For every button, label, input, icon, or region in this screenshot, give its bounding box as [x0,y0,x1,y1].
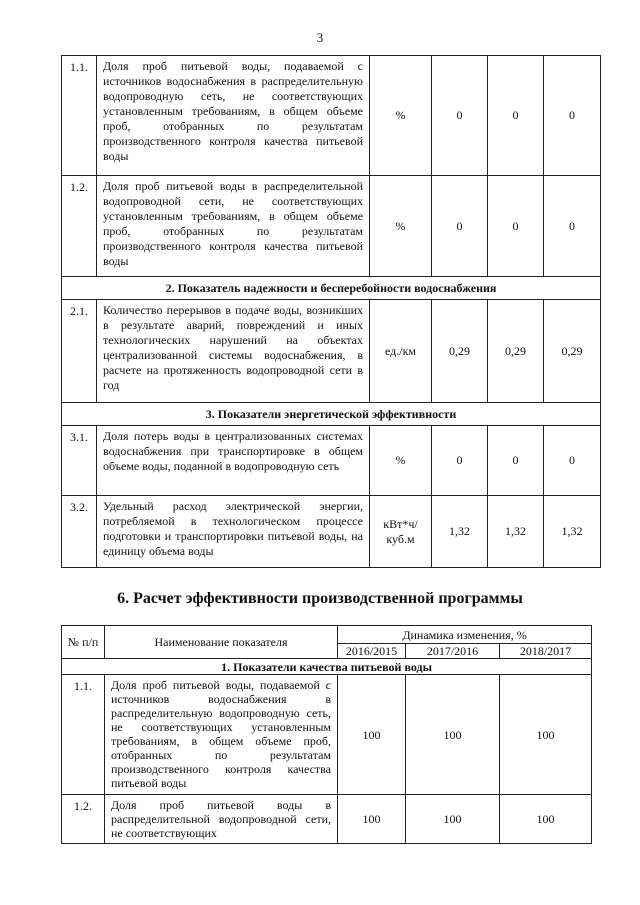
value-cell: 1,32 [544,496,601,568]
section-title: 3. Показатели энергетической эффективности [62,403,601,426]
efficiency-table [61,625,592,844]
section-title: 1. Показатели качества питьевой воды [62,659,592,675]
table-row [62,176,601,277]
unit-cell: кВт*ч/ куб.м [370,496,432,568]
indicator-name: Доля проб питьевой воды в распределительной водопроводной сети, не соответствующих [105,795,338,844]
unit-cell: % [370,426,432,496]
value-cell: 0 [488,56,544,176]
indicator-name: Количество перерывов в подаче воды, возникших в результате аварий, повреждений и иных технологических нарушений на объектах централизованной системы водоснабжения, в расчете на протяженность водопроводной сети в год [97,300,370,403]
table-row [62,300,601,403]
value-cell: 1,32 [432,496,488,568]
value-cell: 100 [406,675,500,795]
row-number: 1.2. [62,795,105,844]
table-row [62,426,601,496]
col-name-header: Наименование показателя [105,626,338,659]
table-row [62,496,601,568]
value-cell: 0 [432,176,488,277]
section-row [62,403,601,426]
page-number: 3 [316,30,324,45]
section-row [62,277,601,300]
value-cell: 0,29 [544,300,601,403]
table-row [62,56,601,176]
indicator-name: Доля проб питьевой воды, подаваемой с источников водоснабжения в распределительную водопроводную сеть, не соответствующих установленным требованиям, в общем объеме проб, отобранных по результатам производственного контроля качества питьевой воды [105,675,338,795]
year-header: 2017/2016 [406,644,500,659]
value-cell: 100 [500,795,592,844]
value-cell: 1,32 [488,496,544,568]
indicators-table [61,55,601,568]
value-cell: 0 [488,426,544,496]
row-number: 1.2. [62,176,97,277]
section-heading: 6. Расчет эффективности производственной программы [117,590,523,607]
col-dynamics-header: Динамика изменения, % [338,626,592,644]
value-cell: 0 [544,426,601,496]
unit-cell: % [370,56,432,176]
row-number: 3.2. [62,496,97,568]
section-title: 2. Показатель надежности и бесперебойности водоснабжения [62,277,601,300]
table-row [62,675,592,795]
value-cell: 100 [406,795,500,844]
section-row [62,659,592,675]
value-cell: 0 [544,176,601,277]
row-number: 1.1. [62,56,97,176]
year-header: 2018/2017 [500,644,592,659]
indicator-name: Доля проб питьевой воды, подаваемой с источников водоснабжения в распределительную водопроводную сеть, не соответствующих установленным требованиям, в общем объеме проб, отобранных по результатам производственного контроля качества питьевой воды [97,56,370,176]
indicator-name: Доля проб питьевой воды в распределительной водопроводной сети, не соответствующих установленным требованиям, в общем объеме проб, отобранных по результатам производственного контроля качества питьевой воды [97,176,370,277]
table-row [62,795,592,844]
value-cell: 0,29 [488,300,544,403]
indicator-name: Доля потерь воды в централизованных системах водоснабжения при транспортировке в общем объеме воды, поданной в водопроводную сеть [97,426,370,496]
value-cell: 100 [338,795,406,844]
value-cell: 100 [338,675,406,795]
row-number: 1.1. [62,675,105,795]
row-number: 2.1. [62,300,97,403]
header-row [62,626,592,644]
value-cell: 0 [432,426,488,496]
col-number-header: № п/п [62,626,105,659]
value-cell: 0 [432,56,488,176]
unit-cell: % [370,176,432,277]
row-number: 3.1. [62,426,97,496]
year-header: 2016/2015 [338,644,406,659]
indicator-name: Удельный расход электрической энергии, потребляемой в технологическом процессе подготовки и транспортировки питьевой воды, на единицу объема воды [97,496,370,568]
value-cell: 0 [544,56,601,176]
value-cell: 0 [488,176,544,277]
value-cell: 100 [500,675,592,795]
value-cell: 0,29 [432,300,488,403]
unit-cell: ед./км [370,300,432,403]
